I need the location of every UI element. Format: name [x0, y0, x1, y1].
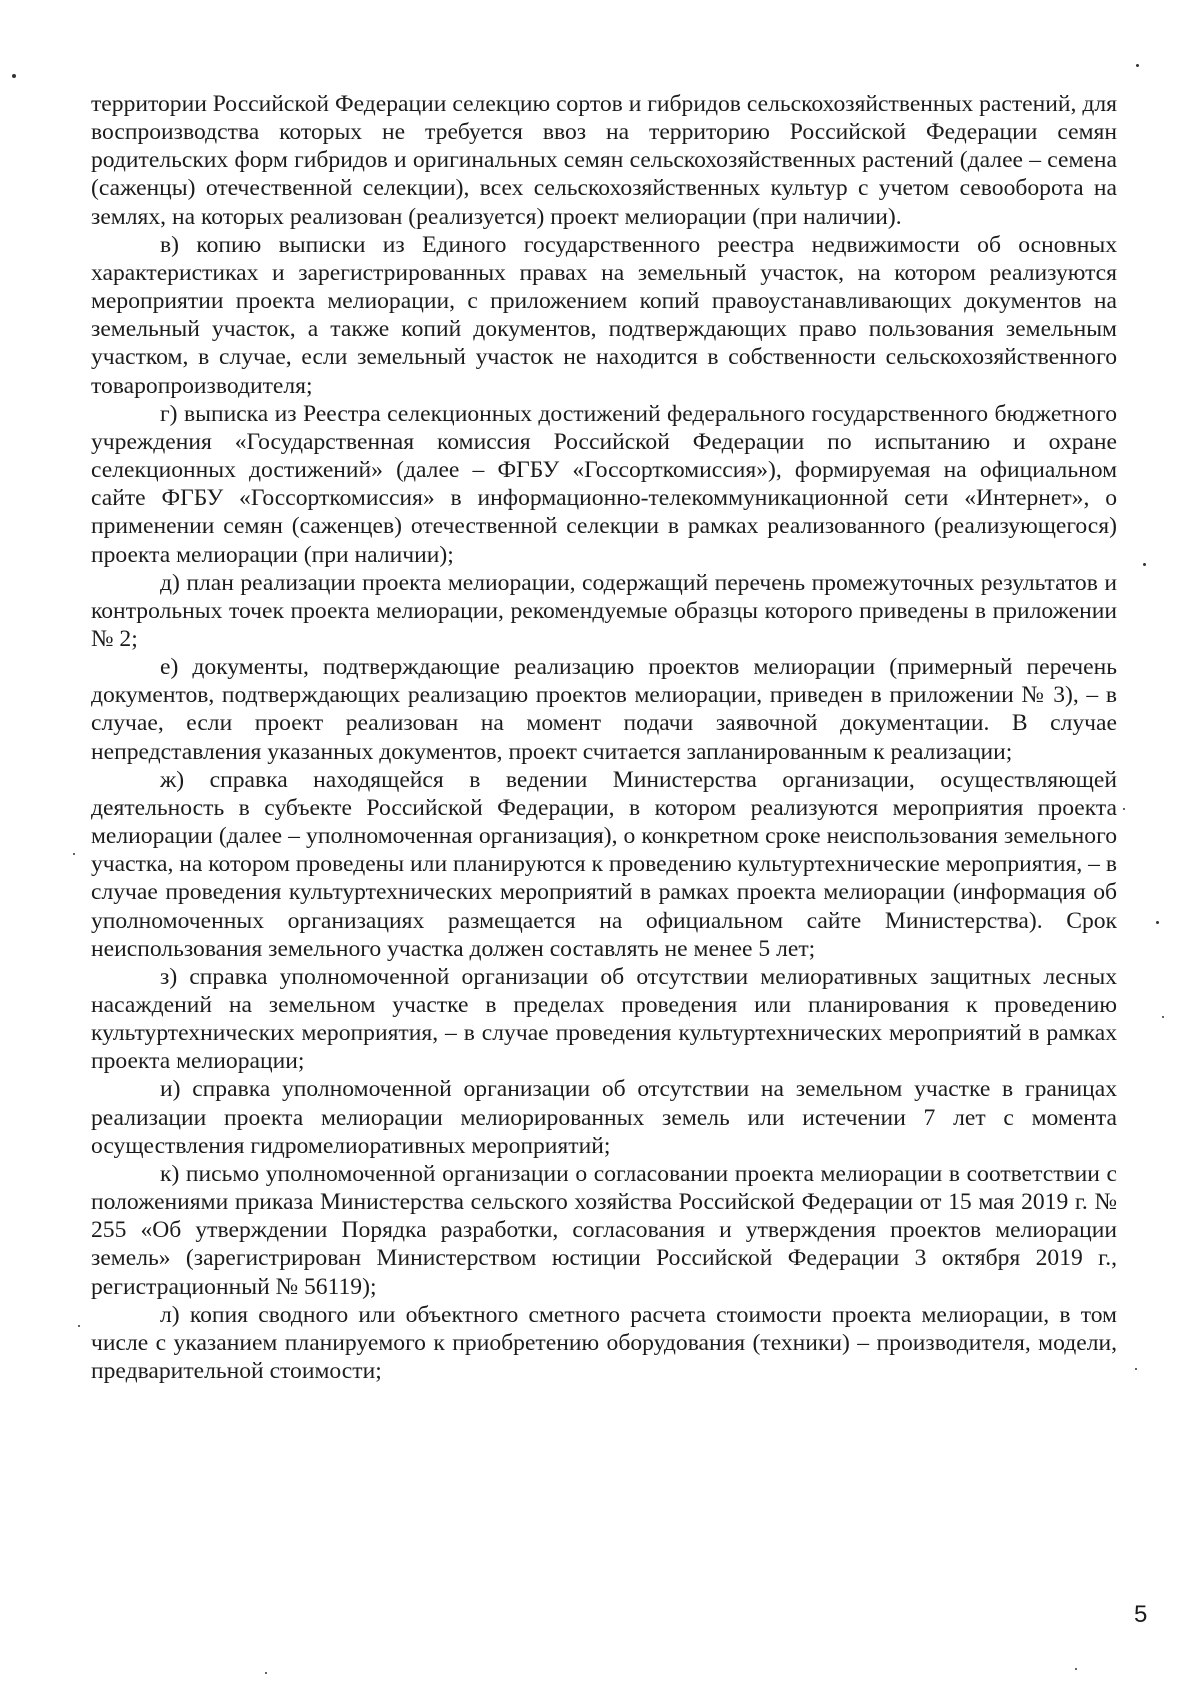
scan-speck: [1075, 1668, 1077, 1670]
paragraph-item-l: л) копия сводного или объектного сметного расчета стоимости проекта мелиорации, в том числе с указанием планируемого к приобретению оборудования (техники) – производителя, модели, предварительной стоимости;: [91, 1301, 1117, 1385]
paragraph-item-d: д) план реализации проекта мелиорации, содержащий перечень промежуточных результатов и контрольных точек проекта мелиорации, рекомендуемые образцы которого приведены в приложении № 2;: [91, 569, 1117, 652]
page-number: 5: [1134, 1601, 1148, 1628]
scan-speck: [1156, 921, 1159, 924]
paragraph-continuation: территории Российской Федерации селекцию сортов и гибридов сельскохозяйственных растений, для воспроизводства которых не требуется ввоз на территорию Российской Федерации семян родительских форм гибридов и оригинальных семян сельскохозяйственных растений (далее – семена (саженцы) отечественной селекции), всех сельскохозяйственных культур с учетом севооборота на землях, на которых реализован (реализуется) проект мелиорации (при наличии).: [91, 91, 1117, 230]
paragraph-item-zh: ж) справка находящейся в ведении Министерства организации, осуществляющей деятельность в субъекте Российской Федерации, в котором реализуются мероприятия проекта мелиорации (далее – уполномоченная организация), о конкретном сроке неиспользования земельного участка, на котором проведены или планируются к проведению культуртехнические мероприятия, – в случае проведения культуртехнических мероприятий в рамках проекта мелиорации (информация об уполномоченных организациях размещается на официальном сайте Министерства). Срок неиспользования земельного участка должен составлять не менее 5 лет;: [91, 766, 1118, 962]
scan-speck: [1136, 64, 1139, 67]
paragraph-item-g: г) выписка из Реестра селекционных достижений федерального государственного бюджетного учреждения «Государственная комиссия Российской Федерации по испытанию и охране селекционных достижений» (далее – ФГБУ «Госсорткомиссия»), формируемая на официальном сайте ФГБУ «Госсорткомиссия» в информационно-телекоммуникационной сети «Интернет», о применении семян (саженцев) отечественной селекции в рамках реализованного (реализующегося) проекта мелиорации (при наличии);: [91, 400, 1117, 568]
scan-speck: [73, 853, 75, 855]
paragraph-item-i: и) справка уполномоченной организации об отсутствии на земельном участке в границах реализации проекта мелиорации мелиорированных земель или истечении 7 лет с момента осуществления гидромелиоративных мероприятий;: [91, 1076, 1117, 1159]
scan-speck: [1143, 563, 1146, 566]
document-body: [91, 90, 1117, 1385]
scan-speck: [265, 1672, 267, 1674]
scan-speck: [1123, 808, 1125, 810]
paragraph-item-v: в) копию выписки из Единого государственного реестра недвижимости об основных характеристиках и зарегистрированных правах на земельный участок, на котором реализуются мероприятии проекта мелиорации, с приложением копий правоустанавливающих документов на земельный участок, а также копий документов, подтверждающих право пользования земельным участком, в случае, если земельный участок не находится в собственности сельскохозяйственного товаропроизводителя;: [91, 231, 1117, 399]
scan-speck: [1135, 1368, 1137, 1370]
scan-speck: [12, 74, 16, 78]
paragraph-item-k: к) письмо уполномоченной организации о согласовании проекта мелиорации в соответствии с положениями приказа Министерства сельского хозяйства Российской Федерации от 15 мая 2019 г. № 255 «Об утверждении Порядка разработки, согласования и утверждения проектов мелиорации земель» (зарегистрирован Министерством юстиции Российской Федерации 3 октября 2019 г., регистрационный № 56119);: [91, 1160, 1117, 1300]
paragraph-item-e: е) документы, подтверждающие реализацию проектов мелиорации (примерный перечень документов, подтверждающих реализацию проектов мелиорации, приведен в приложении № 3), – в случае, если проект реализован на момент подачи заявочной документации. В случае непредставления указанных документов, проект считается запланированным к реализации;: [91, 654, 1117, 765]
scan-speck: [78, 1325, 80, 1327]
paragraph-item-z: з) справка уполномоченной организации об отсутствии мелиоративных защитных лесных насаждений на земельном участке в пределах проведения или планирования к проведению культуртехнических мероприятия, – в случае проведения культуртехнических мероприятий в рамках проекта мелиорации;: [91, 963, 1117, 1075]
scan-speck: [1162, 1016, 1164, 1018]
